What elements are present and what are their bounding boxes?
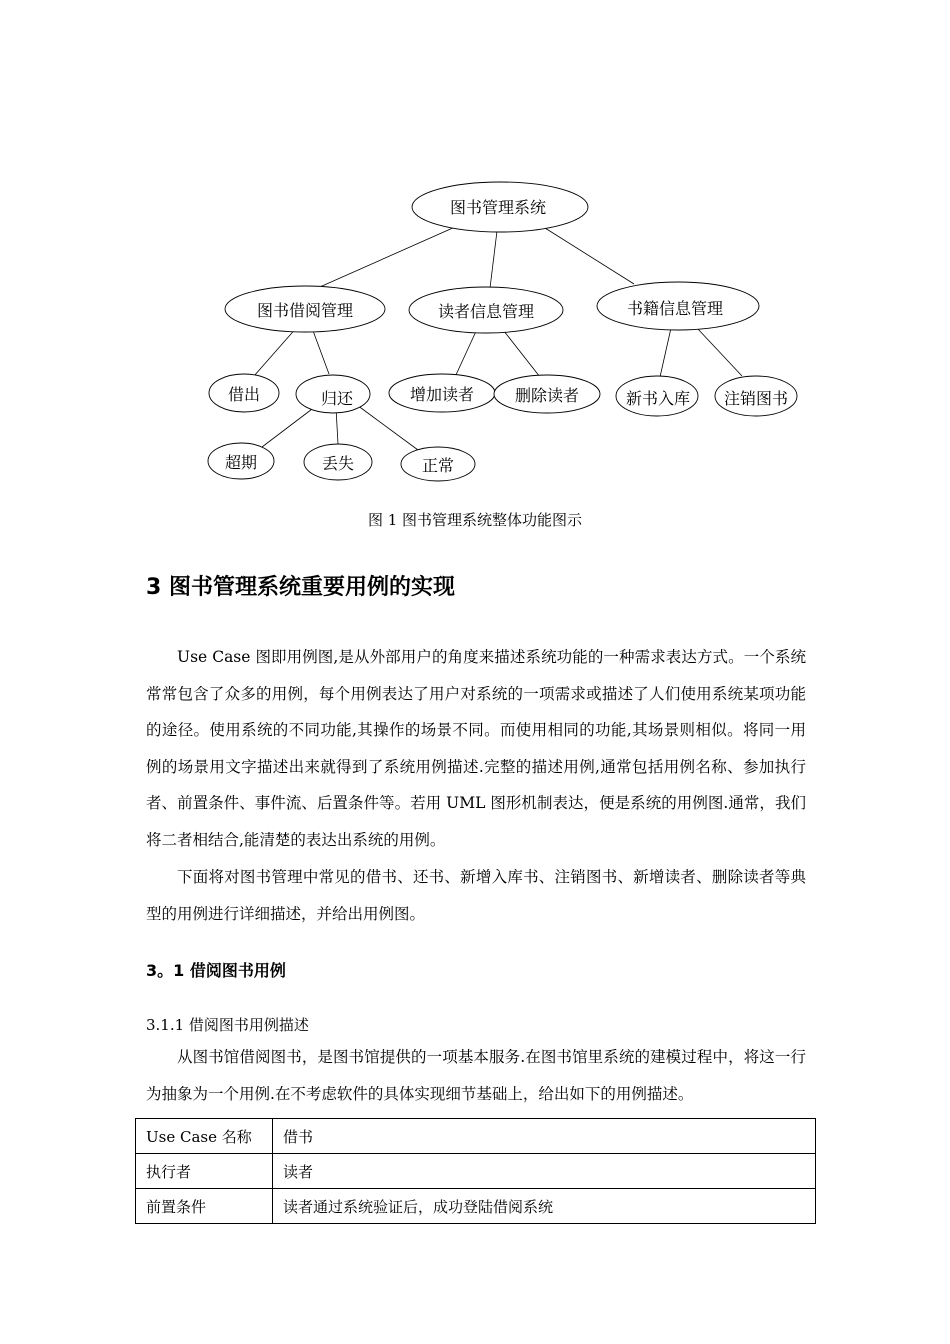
node-new-book-label: 新书入库 (625, 389, 691, 408)
body-paragraph-3: 从图书馆借阅图书，是图书馆提供的一项基本服务.在图书馆里系统的建模过程中，将这一行为抽象为一个用例.在不考虑软件的具体实现细节基础上，给出如下的用例描述。 (146, 1048, 806, 1103)
body-paragraph-2: 下面将对图书管理中常见的借书、还书、新增入库书、注销图书、新增读者、删除读者等典型的用例进行详细描述，并给出用例图。 (146, 868, 806, 923)
node-return-label: 归还 (320, 389, 354, 408)
usecase-value: 读者 (273, 1154, 816, 1189)
node-reader-mgmt-label: 读者信息管理 (437, 302, 535, 321)
node-root-label: 图书管理系统 (449, 198, 547, 217)
node-overdue-label: 超期 (224, 453, 258, 472)
table-row (136, 1189, 816, 1224)
usecase-table (135, 1118, 816, 1224)
usecase-key: 执行者 (136, 1154, 273, 1189)
body-paragraph-1: Use Case 图即用例图,是从外部用户的角度来描述系统功能的一种需求表达方式。一个系统常常包含了众多的用例，每个用例表达了用户对系统的一项需求或描述了人们使用系统某项功能的途径。使用系统的不同功能,其操作的场景不同。而使用相同的功能,其场景则相似。将同一用例的场景用文字描述出来就得到了系统用例描述.完整的描述用例,通常包括用例名称、参加执行者、前置条件、事件流、后置条件等。若用 UML 图形机制表达，便是系统的用例图.通常，我们将二者相结合,能清楚的表达出系统的用例。 (146, 648, 806, 849)
connector-lines (254, 227, 742, 450)
figure-caption: 图 1 图书管理系统整体功能图示 (367, 511, 583, 529)
node-lost-label: 丢失 (321, 454, 355, 473)
usecase-key: Use Case 名称 (136, 1119, 273, 1154)
node-lend-label: 借出 (227, 385, 261, 404)
usecase-value: 读者通过系统验证后，成功登陆借阅系统 (273, 1189, 816, 1224)
node-add-reader-label: 增加读者 (409, 385, 475, 404)
subsubsection-heading: 3.1.1 借阅图书用例描述 (146, 1016, 309, 1034)
table-row (136, 1154, 816, 1189)
usecase-key: 前置条件 (136, 1189, 273, 1224)
table-row (136, 1119, 816, 1154)
function-tree-diagram (0, 0, 950, 500)
section-heading: 3 图书管理系统重要用例的实现 (146, 575, 455, 600)
usecase-value: 借书 (273, 1119, 816, 1154)
node-cancel-book-label: 注销图书 (723, 389, 789, 408)
node-book-mgmt-label: 书籍信息管理 (626, 299, 724, 318)
node-delete-reader-label: 删除读者 (514, 386, 580, 405)
subsection-heading: 3。1 借阅图书用例 (146, 961, 286, 980)
node-normal-label: 正常 (421, 456, 455, 475)
node-borrow-mgmt-label: 图书借阅管理 (256, 301, 354, 320)
